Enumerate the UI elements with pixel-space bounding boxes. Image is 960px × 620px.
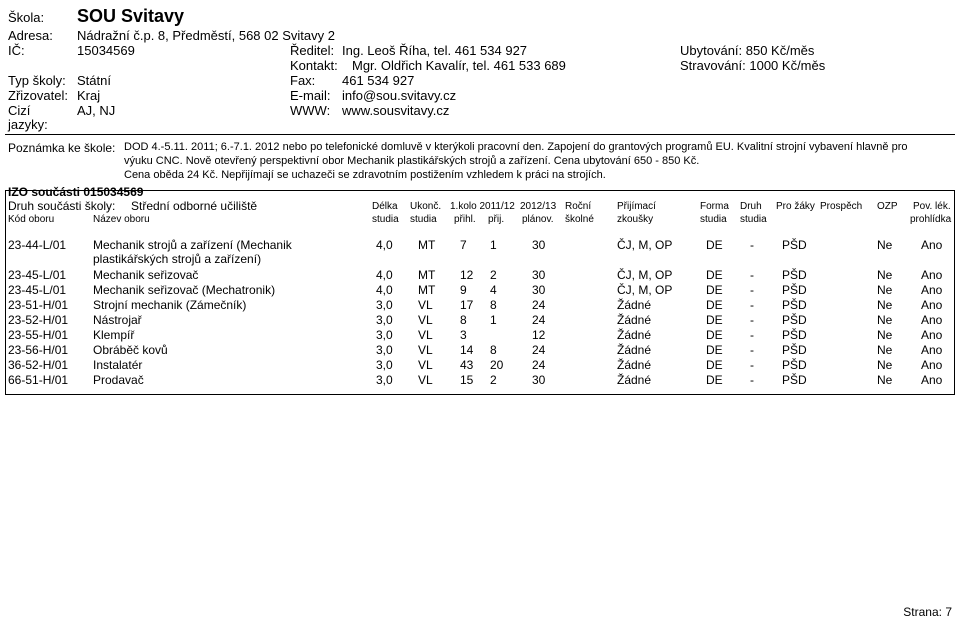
- row-for-pupils: PŠD: [782, 238, 807, 252]
- page-number: Strana: 7: [903, 605, 952, 619]
- divider-top: [5, 134, 955, 135]
- row-kind: -: [750, 373, 754, 387]
- header-exam: Přijímací: [617, 201, 656, 212]
- row-exam: Žádné: [617, 358, 652, 372]
- row-form: DE: [706, 328, 723, 342]
- row-exam: Žádné: [617, 298, 652, 312]
- row-for-pupils: PŠD: [782, 358, 807, 372]
- row-form: DE: [706, 313, 723, 327]
- header-plan-2: plánov.: [522, 214, 554, 225]
- header-fee: Roční: [565, 201, 592, 212]
- row-code: 23-45-L/01: [8, 283, 67, 297]
- row-form: DE: [706, 298, 723, 312]
- row-planned: 30: [532, 373, 546, 387]
- row-end: MT: [418, 268, 436, 282]
- row-code: 23-55-H/01: [8, 328, 69, 342]
- row-name: Mechanik seřizovač (Mechatronik): [93, 283, 276, 297]
- row-planned: 24: [532, 298, 546, 312]
- header-plan: 2012/13: [520, 201, 557, 212]
- row-exam: Žádné: [617, 343, 652, 357]
- school-address: Nádražní č.p. 8, Předměstí, 568 02 Svitavy 2: [77, 28, 335, 43]
- row-planned: 24: [532, 358, 546, 372]
- row-for-pupils: PŠD: [782, 328, 807, 342]
- row-length: 4,0: [376, 283, 393, 297]
- table-row-continued: [0, 252, 960, 269]
- row-length: 4,0: [376, 268, 393, 282]
- row-code: 36-52-H/01: [8, 358, 69, 372]
- row-form: DE: [706, 238, 723, 252]
- row-accepted: 8: [490, 343, 497, 357]
- row-for-pupils: PŠD: [782, 298, 807, 312]
- row-kind: -: [750, 298, 754, 312]
- row-length: 3,0: [376, 343, 393, 357]
- row-medical: Ano: [921, 268, 943, 282]
- header-end: Ukonč.: [410, 201, 442, 212]
- row-applied: 43: [460, 358, 474, 372]
- label-fax: Fax:: [290, 73, 316, 88]
- label-languages: jazyky:: [8, 117, 48, 132]
- school-email: info@sou.svitavy.cz: [342, 88, 457, 103]
- row-end: VL: [418, 328, 433, 342]
- row-medical: Ano: [921, 328, 943, 342]
- row-exam: ČJ, M, OP: [617, 238, 673, 252]
- row-ozp: Ne: [877, 313, 893, 327]
- header-round: 1.kolo 2011/12: [450, 201, 515, 212]
- row-length: 3,0: [376, 298, 393, 312]
- row-applied: 12: [460, 268, 474, 282]
- row-planned: 12: [532, 328, 546, 342]
- row-end: VL: [418, 373, 433, 387]
- row-planned: 30: [532, 283, 546, 297]
- row-kind: -: [750, 283, 754, 297]
- row-length: 3,0: [376, 313, 393, 327]
- header-form: Forma: [700, 201, 729, 212]
- row-ozp: Ne: [877, 358, 893, 372]
- row-accepted: 2: [490, 268, 497, 282]
- row-applied: 14: [460, 343, 474, 357]
- row-planned: 24: [532, 343, 546, 357]
- note-line-2: výuku CNC. Nově otevřený perspektivní obor Mechanik plastikářských strojů a zařízení. Cena ubytování 650 - 850 Kč.: [124, 155, 700, 167]
- row-accepted: 2: [490, 373, 497, 387]
- row-ozp: Ne: [877, 298, 893, 312]
- row-for-pupils: PŠD: [782, 313, 807, 327]
- row-applied: 7: [460, 238, 467, 252]
- row-length: 3,0: [376, 373, 393, 387]
- row-accepted: 4: [490, 283, 497, 297]
- row-code: 23-44-L/01: [8, 238, 67, 252]
- row-name: Klempíř: [93, 328, 135, 342]
- school-contact: Mgr. Oldřich Kavalír, tel. 461 533 689: [352, 58, 566, 73]
- row-medical: Ano: [921, 358, 943, 372]
- header-exam-2: zkoušky: [617, 214, 654, 225]
- row-code: 23-56-H/01: [8, 343, 69, 357]
- row-planned: 30: [532, 238, 546, 252]
- row-kind: -: [750, 328, 754, 342]
- label-founder: Zřizovatel:: [8, 88, 68, 103]
- row-medical: Ano: [921, 313, 943, 327]
- accommodation: Ubytování: 850 Kč/měs: [680, 43, 815, 58]
- label-director: Ředitel:: [290, 43, 335, 58]
- row-kind: -: [750, 358, 754, 372]
- row-end: VL: [418, 313, 433, 327]
- school-languages: AJ, NJ: [77, 103, 116, 118]
- label-contact: Kontakt:: [290, 58, 338, 73]
- row-exam: Žádné: [617, 373, 652, 387]
- header-ozp: OZP: [877, 201, 898, 212]
- row-planned: 30: [532, 268, 546, 282]
- row-length: 3,0: [376, 358, 393, 372]
- label-school: Škola:: [8, 10, 45, 25]
- row-applied: 15: [460, 373, 474, 387]
- school-name: SOU Svitavy: [77, 6, 185, 26]
- row-applied: 17: [460, 298, 474, 312]
- row-form: DE: [706, 283, 723, 297]
- row-accepted: 1: [490, 313, 497, 327]
- row-form: DE: [706, 343, 723, 357]
- row-name: Instalatér: [93, 358, 143, 372]
- header-end-2: studia: [410, 214, 437, 225]
- row-form: DE: [706, 358, 723, 372]
- note-label: Poznámka ke škole:: [8, 141, 116, 155]
- row-exam: Žádné: [617, 328, 652, 342]
- row-kind: -: [750, 238, 754, 252]
- row-end: VL: [418, 358, 433, 372]
- row-medical: Ano: [921, 298, 943, 312]
- row-end: VL: [418, 343, 433, 357]
- row-kind: -: [750, 268, 754, 282]
- row-ozp: Ne: [877, 268, 893, 282]
- row-exam: Žádné: [617, 313, 652, 327]
- row-accepted: 20: [490, 358, 504, 372]
- row-code: 23-52-H/01: [8, 313, 69, 327]
- row-exam: ČJ, M, OP: [617, 268, 673, 282]
- row-code: 23-51-H/01: [8, 298, 69, 312]
- row-for-pupils: PŠD: [782, 343, 807, 357]
- table-row: [0, 373, 960, 390]
- row-medical: Ano: [921, 283, 943, 297]
- row-name: Prodavač: [93, 373, 144, 387]
- row-code: 23-45-L/01: [8, 268, 67, 282]
- row-name: Strojní mechanik (Zámečník): [93, 298, 247, 312]
- row-accepted: 1: [490, 238, 497, 252]
- row-name: Mechanik seřizovač: [93, 268, 199, 282]
- header-accepted: přij.: [488, 214, 505, 225]
- row-code: 66-51-H/01: [8, 373, 69, 387]
- label-www: WWW:: [290, 103, 331, 118]
- row-end: MT: [418, 238, 436, 252]
- school-www: www.sousvitavy.cz: [342, 103, 450, 118]
- school-type: Státní: [77, 73, 111, 88]
- row-ozp: Ne: [877, 343, 893, 357]
- note-line-3: Cena oběda 24 Kč. Nepřijímají se uchazeči se zdravotním postižením vzhledem k práci na strojích.: [124, 169, 606, 181]
- row-applied: 8: [460, 313, 467, 327]
- row-for-pupils: PŠD: [782, 268, 807, 282]
- row-kind: -: [750, 313, 754, 327]
- school-director: Ing. Leoš Říha, tel. 461 534 927: [342, 43, 528, 58]
- row-accepted: 8: [490, 298, 497, 312]
- header-kind: Druh: [740, 201, 762, 212]
- header-applied: přihl.: [454, 214, 476, 225]
- component-type-label: Druh součásti školy:: [8, 199, 116, 213]
- label-foreign: Cizí: [8, 103, 31, 118]
- row-exam: ČJ, M, OP: [617, 283, 673, 297]
- header-for-pupils: Pro žáky: [776, 201, 815, 212]
- row-end: VL: [418, 298, 433, 312]
- header-length: Délka: [372, 201, 398, 212]
- school-ic: 15034569: [77, 43, 135, 58]
- board: Stravování: 1000 Kč/měs: [680, 58, 826, 73]
- row-name: Obráběč kovů: [93, 343, 168, 357]
- row-ozp: Ne: [877, 238, 893, 252]
- row-for-pupils: PŠD: [782, 373, 807, 387]
- label-address: Adresa:: [8, 28, 53, 43]
- row-form: DE: [706, 373, 723, 387]
- label-email: E-mail:: [290, 88, 331, 103]
- header-success: Prospěch: [820, 201, 863, 212]
- row-kind: -: [750, 343, 754, 357]
- row-planned: 24: [532, 313, 546, 327]
- row-length: 3,0: [376, 328, 393, 342]
- school-founder: Kraj: [77, 88, 101, 103]
- component-izo: IZO součásti 015034569: [8, 185, 144, 199]
- row-medical: Ano: [921, 343, 943, 357]
- note-line-1: DOD 4.-5.11. 2011; 6.-7.1. 2012 nebo po telefonické domluvě v kterýkoli pracovní den. Zapojení do grantových programů EU. Kvalitní strojní vybavení hlavně pro: [124, 141, 908, 153]
- header-kind-2: studia: [740, 214, 767, 225]
- row-name: Mechanik strojů a zařízení (Mechanik: [93, 238, 292, 252]
- header-medical: Pov. lék.: [913, 201, 951, 212]
- row-applied: 3: [460, 328, 467, 342]
- row-ozp: Ne: [877, 283, 893, 297]
- row-name-continued: plastikářských strojů a zařízení): [93, 252, 262, 266]
- row-form: DE: [706, 268, 723, 282]
- row-ozp: Ne: [877, 373, 893, 387]
- row-end: MT: [418, 283, 436, 297]
- row-name: Nástrojař: [93, 313, 142, 327]
- header-length-2: studia: [372, 214, 399, 225]
- header-form-2: studia: [700, 214, 727, 225]
- header-fee-2: školné: [565, 214, 594, 225]
- row-medical: Ano: [921, 238, 943, 252]
- row-length: 4,0: [376, 238, 393, 252]
- school-fax: 461 534 927: [342, 73, 415, 88]
- header-medical-2: prohlídka: [910, 214, 952, 225]
- row-applied: 9: [460, 283, 467, 297]
- row-ozp: Ne: [877, 328, 893, 342]
- label-school-type: Typ školy:: [8, 73, 66, 88]
- component-type-value: Střední odborné učiliště: [131, 199, 258, 213]
- header-name: Název oboru: [93, 214, 150, 225]
- row-for-pupils: PŠD: [782, 283, 807, 297]
- row-medical: Ano: [921, 373, 943, 387]
- header-code: Kód oboru: [8, 214, 55, 225]
- label-ic: IČ:: [8, 43, 25, 58]
